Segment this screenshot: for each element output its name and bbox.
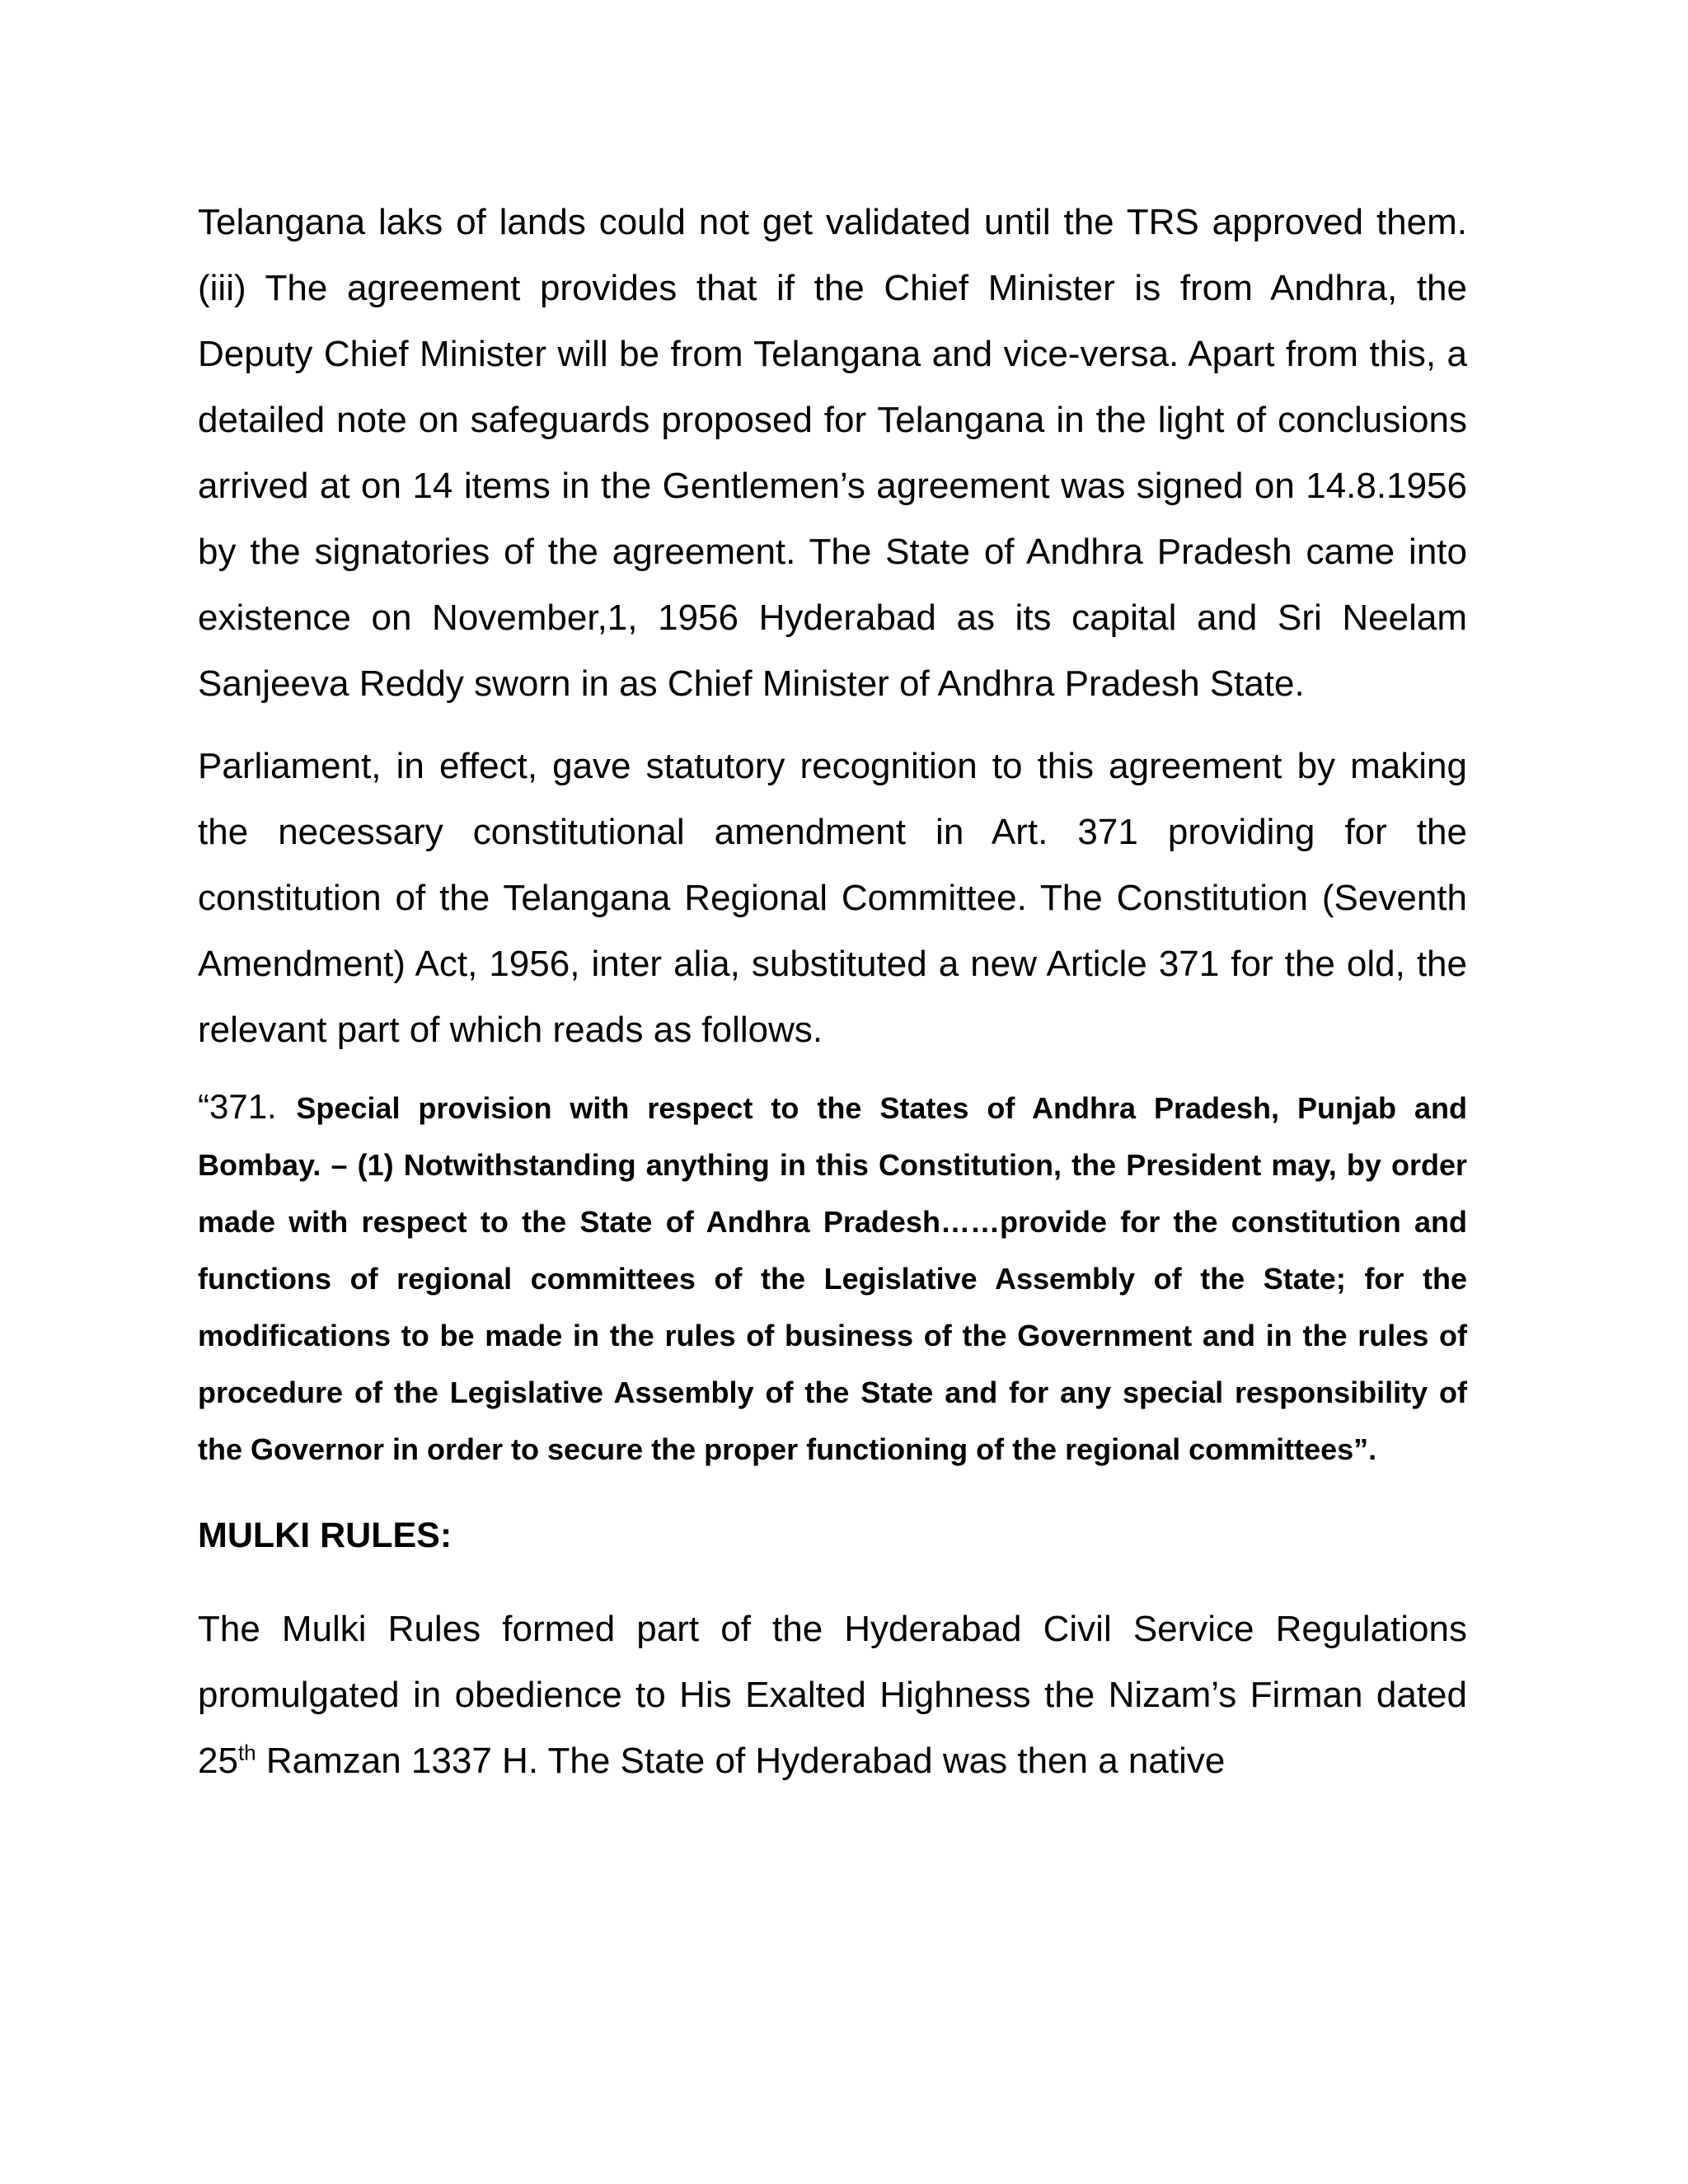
article-371-quote — [198, 1078, 1467, 1478]
paragraph-mulki-rules — [198, 1596, 1467, 1794]
mulki-text-before: The Mulki Rules formed part of the Hyderabad Civil Service Regulations promulgated in obedience to His Exalted Highness the Nizam’s Firman dated 25 — [198, 1609, 1467, 1781]
document-page — [198, 190, 1467, 1794]
section-heading-mulki-rules: MULKI RULES: — [198, 1516, 452, 1555]
ordinal-suffix: th — [237, 1740, 256, 1765]
paragraph-parliament: Parliament, in effect, gave statutory recognition to this agreement by making the necessary constitutional amendment in Art. 371 providing for the constitution of the Telangana Regional Committee. The Constitution (Seventh Amendment) Act, 1956, inter alia, substituted a new Article 371 for the old, the relevant part of which reads as follows. — [198, 746, 1467, 1050]
mulki-text-after: Ramzan 1337 H. The State of Hyderabad was then a native — [256, 1741, 1226, 1781]
paragraph-agreement: Telangana laks of lands could not get validated until the TRS approved them. (iii) The agreement provides that if the Chief Minister is from Andhra, the Deputy Chief Minister will be from Telangana and vice-versa. Apart from this, a detailed note on safeguards proposed for Telangana in the light of conclusions arrived at on 14 items in the Gentlemen’s agreement was signed on 14.8.1956 by the signatories of the agreement. The State of Andhra Pradesh came into existence on November,1, 1956 Hyderabad as its capital and Sri Neelam Sanjeeva Reddy sworn in as Chief Minister of Andhra Pradesh State. — [198, 202, 1467, 704]
quote-text: Special provision with respect to the States of Andhra Pradesh, Punjab and Bombay. – (1) Notwithstanding anything in this Constitution, the President may, by order made with respect to the State of Andhra Pradesh……provide for the constitution and functions of regional committees of the Legislative Assembly of the State; for the modifications to be made in the rules of business of the Government and in the rules of procedure of the Legislative Assembly of the State and for any special responsibility of the Governor in order to secure the proper functioning of the regional committees”. — [198, 1091, 1467, 1466]
quote-article-number: “371. — [198, 1087, 297, 1126]
